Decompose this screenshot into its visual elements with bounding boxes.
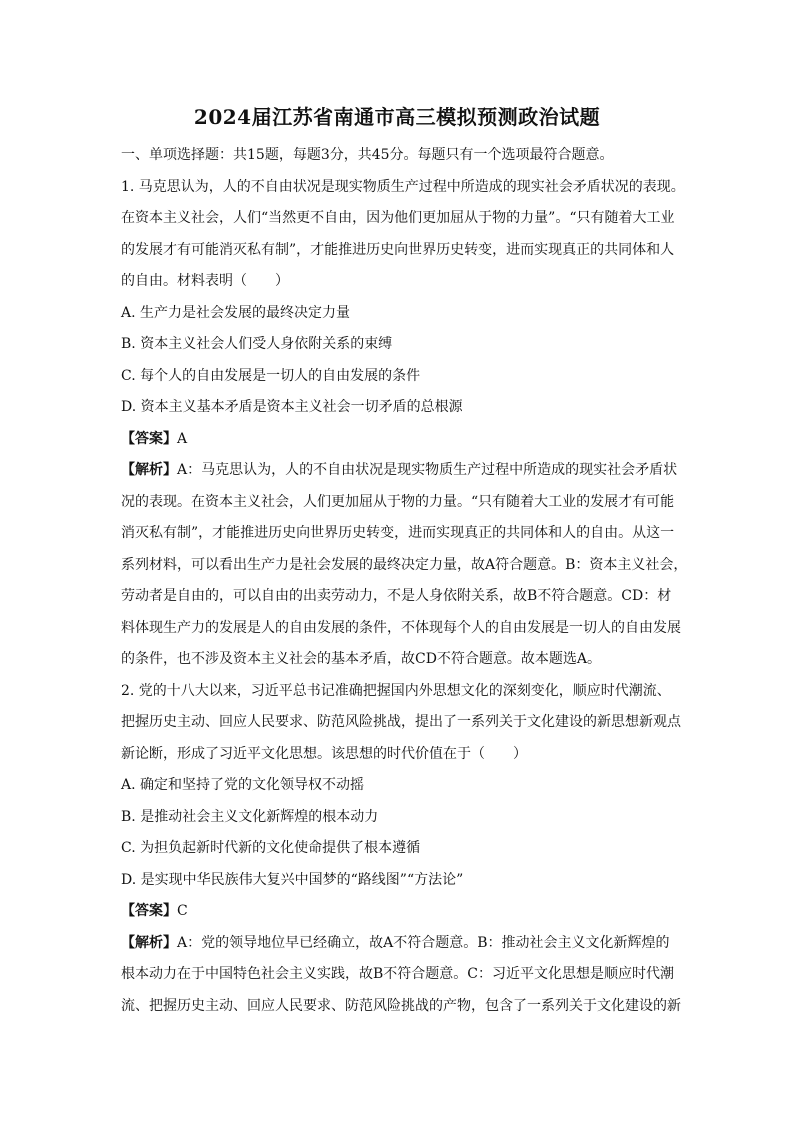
analysis-tag: 【解析】	[121, 934, 177, 951]
question-stem: 1. 马克思认为，人的不自由状况是现实物质生产过程中所造成的现实社会矛盾状况的表现。 在资本主义社会，人们“当然更不自由，因为他们更加屈从于物的力量”。“只有随着大工业 的发展才有可能消灭私有制”，才能推进历史向世界历史转变，进而实现真正的共同体和人 的自由。材料表明（ ）	[121, 178, 685, 289]
page-title: 2024届江苏省南通市高三模拟预测政治试题	[193, 105, 601, 129]
answer	[121, 424, 683, 456]
analysis-tag: 【解析】	[121, 462, 177, 478]
option-a: A. 确定和坚持了党的文化领导权不动摇	[121, 777, 365, 793]
analysis: 【解析】A：马克思认为，人的不自由状况是现实物质生产过程中所造成的现实社会矛盾状 况的表现。在资本主义社会，人们更加屈从于物的力量。“只有随着大工业的发展才有可能 消灭私有制”，才能推进历史向世界历史转变，进而实现真正的共同体和人的自由。从这一 系列材料，可以看出生产力是社会发展的最终决定力量，故A符合题意。B：资本主义社会， 劳动者是自由的，可以自由的出卖劳动力，不是人身依附关系，故B不符合题意。CD：材 料体现生产力的发展是人的自由发展的条件，不体现每个人的自由发展是一切人的自由发展 的条件，也不涉及资本主义社会的基本矛盾，故CD不符合题意。故本题选A。	[121, 462, 688, 667]
question-2	[121, 676, 683, 1023]
answer-value: A	[177, 430, 188, 447]
answer-tag: 【答案】	[121, 430, 177, 447]
option-b: B. 资本主义社会人们受人身依附关系的束缚	[121, 336, 393, 352]
exam-content	[121, 140, 688, 1022]
answer-value: C	[177, 903, 188, 919]
option-c: C. 每个人的自由发展是一切人的自由发展的条件	[121, 367, 421, 384]
option-d: D. 是实现中华民族伟大复兴中国梦的“路线图”“方法论”	[121, 871, 464, 888]
option-a: A. 生产力是社会发展的最终决定力量	[121, 304, 351, 321]
option-b: B. 是推动社会主义文化新辉煌的根本动力	[121, 808, 379, 825]
answer	[121, 896, 683, 928]
answer-tag: 【答案】	[121, 903, 177, 919]
option-d: D. 资本主义基本矛盾是资本主义社会一切矛盾的总根源	[121, 399, 463, 415]
question-stem: 2. 党的十八大以来，习近平总书记准确把握国内外思想文化的深刻变化，顺应时代潮流、 把握历史主动、回应人民要求、防范风险挑战，提出了一系列关于文化建设的新思想新观点 新论断，形成了习近平文化思想。该思想的时代价值在于（ ）	[121, 682, 681, 762]
option-c: C. 为担负起新时代新的文化使命提供了根本遵循	[121, 840, 421, 856]
section-heading: 一、单项选择题：共15题，每题3分，共45分。每题只有一个选项最符合题意。	[121, 147, 614, 163]
question-1	[121, 172, 688, 676]
analysis: 【解析】A：党的领导地位早已经确立，故A不符合题意。B：推动社会主义文化新辉煌的 根本动力在于中国特色社会主义实践，故B不符合题意。C：习近平文化思想是顺应时代潮 流、把握历史主动、回应人民要求、防范风险挑战的产物，包含了一系列关于文化建设的新	[121, 934, 681, 1014]
